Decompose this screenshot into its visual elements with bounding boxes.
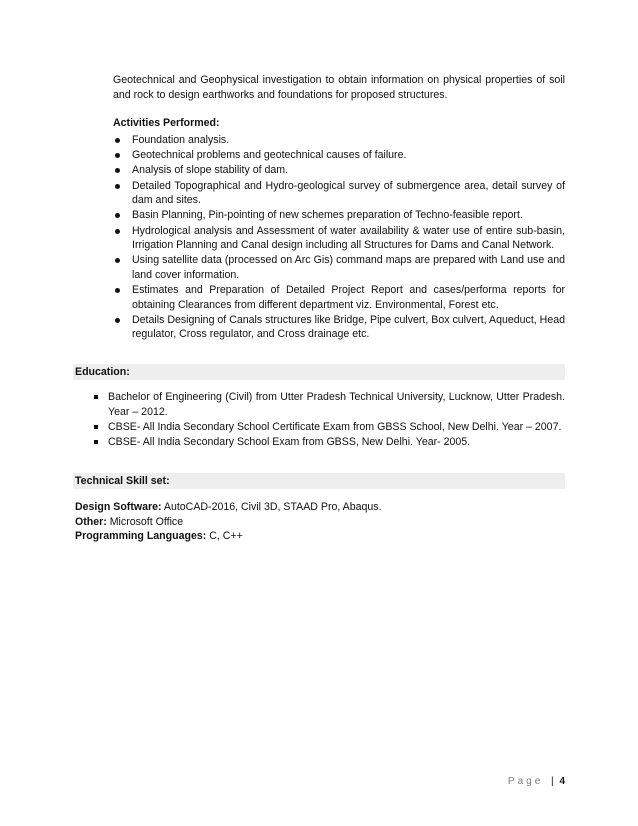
education-heading: Education: — [75, 366, 130, 378]
bullet-icon — [115, 153, 120, 158]
list-item: Details Designing of Canals structures like Bridge, Pipe culvert, Box culvert, Aqueduct, Head regulator, Cross regulator, and Cross drainage etc. — [113, 313, 565, 342]
programming-languages-value: C, C++ — [206, 530, 243, 543]
list-item: Geotechnical problems and geotechnical causes of failure. — [113, 148, 565, 163]
page-separator: | — [551, 776, 554, 787]
list-item: Detailed Topographical and Hydro-geological survey of submergence area, detail survey of dam and sites. — [113, 179, 565, 208]
page-number: 4 — [559, 776, 565, 787]
list-item: Using satellite data (processed on Arc Gis) command maps are prepared with Land use and land cover information. — [113, 253, 565, 282]
design-software-value: AutoCAD-2016, Civil 3D, STAAD Pro, Abaqus. — [161, 501, 382, 513]
bullet-icon — [115, 229, 120, 234]
programming-languages-line — [75, 529, 565, 544]
page-label: Page — [507, 776, 544, 787]
other-value: Microsoft Office — [106, 515, 184, 528]
education-section-header — [73, 364, 565, 380]
bullet-icon — [115, 168, 120, 173]
education-list — [93, 390, 565, 450]
bullet-icon — [115, 184, 120, 189]
square-bullet-icon — [94, 395, 98, 399]
list-item: Estimates and Preparation of Detailed Project Report and cases/performa reports for obtaining Clearances from different department viz. Environmental, Forest etc. — [113, 283, 565, 312]
list-item: Bachelor of Engineering (Civil) from Utter Pradesh Technical University, Lucknow, Utter Pradesh. Year – 2012. — [93, 390, 565, 419]
activities-heading: Activities Performed: — [113, 117, 220, 129]
bullet-icon — [115, 288, 120, 293]
intro-paragraph: Geotechnical and Geophysical investigation to obtain information on physical properties of soil and rock to design earthworks and foundations for proposed structures. — [113, 74, 565, 101]
list-item: CBSE- All India Secondary School Exam from GBSS, New Delhi. Year- 2005. — [93, 435, 565, 450]
bullet-icon — [115, 138, 120, 143]
bullet-icon — [115, 258, 120, 263]
programming-languages-label: Programming Languages: — [75, 530, 207, 543]
list-item: Foundation analysis. — [113, 133, 565, 148]
square-bullet-icon — [94, 440, 98, 444]
list-item: CBSE- All India Secondary School Certificate Exam from GBSS School, New Delhi. Year – 2007. — [93, 420, 565, 435]
activities-list — [113, 133, 565, 343]
other-label: Other: — [75, 515, 107, 528]
square-bullet-icon — [94, 425, 98, 429]
design-software-label: Design Software: — [75, 501, 162, 513]
list-item: Hydrological analysis and Assessment of water availability & water use of entire sub-basin, Irrigation Planning and Canal design including all Structures for Dams and Canal Network. — [113, 224, 565, 253]
design-software-line — [75, 500, 565, 515]
list-item: Analysis of slope stability of dam. — [113, 163, 565, 178]
skills-heading: Technical Skill set: — [75, 475, 170, 487]
list-item: Basin Planning, Pin-pointing of new schemes preparation of Techno-feasible report. — [113, 208, 565, 223]
skills-block — [75, 500, 565, 544]
page-footer — [508, 775, 565, 790]
bullet-icon — [115, 318, 120, 323]
bullet-icon — [115, 213, 120, 218]
skills-section-header — [73, 473, 565, 489]
other-skills-line — [75, 515, 565, 530]
